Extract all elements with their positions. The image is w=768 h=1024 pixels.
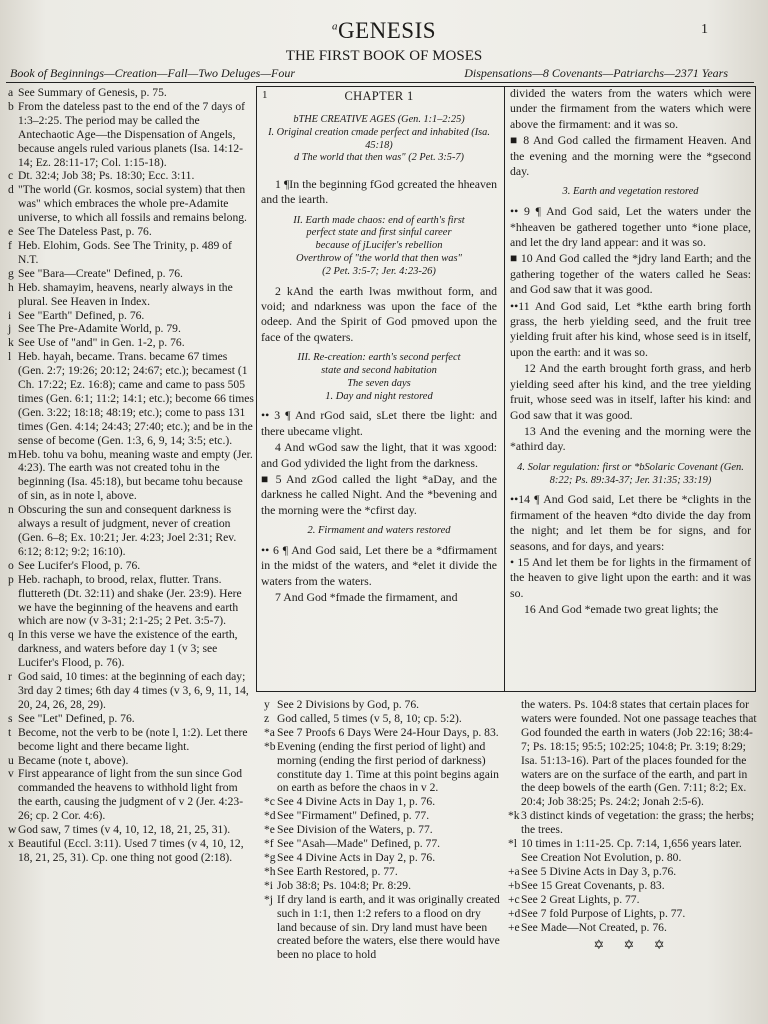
- footnote-letter: l: [8, 350, 12, 364]
- footnote-letter: w: [8, 823, 17, 837]
- footnote-letter: +e: [508, 920, 520, 934]
- footnote-letter: t: [8, 725, 12, 739]
- verse-5: ■ 5 And zGod called the light *aDay, and the darkness he called Night. And the *bevening and the morning were the *cfirst day.: [261, 472, 497, 517]
- footnote-text: See 4 Divine Acts in Day 1, p. 76.: [277, 795, 436, 809]
- note-continuation: the waters. Ps. 104:8 states that certain places for waters were founded. Not one passage teaches that God founded the earth in waters (Job 22:16; 38:4-7; Ps. 18:15; 95:5; 102:25; 104:8; Pr. 3:19; 8:29; Isa. 51:13-16). Part of the places founded for the waters are on the surface of the earth, and part in the deep bowels of the earth (Gen. 7:11; 8:2; Ex. 20:4; Job 38:25; Ps. 24:2; Jonah 2:5-6).: [521, 698, 757, 809]
- footnote-text: Heb. Elohim, Gods. See The Trinity, p. 489 of N.T.: [18, 238, 232, 266]
- footnote: [6, 559, 254, 573]
- footnote-letter: r: [8, 670, 12, 684]
- section-firmament: 2. Firmament and waters restored: [307, 525, 451, 537]
- verse-7b: divided the waters from the waters which were under the firmament from the waters which were above the firmament: and it was so.: [510, 86, 751, 131]
- footnote: [264, 851, 500, 865]
- footnote-text: See 2 Great Lights, p. 77.: [521, 892, 640, 906]
- verse-2: 2 kAnd the earth lwas mwithout form, and void; and ndarkness was upon the face of the odeep. And the Spirit of God pmoved upon the face of the qwaters.: [261, 283, 497, 344]
- chapter-marker: 1: [262, 89, 268, 101]
- footnote: [6, 754, 254, 768]
- footnote: [264, 865, 500, 879]
- footnote: [6, 336, 254, 350]
- footnote-letter: *g: [264, 850, 276, 864]
- verse-6: •• 6 ¶ And God said, Let there be a *dfirmament in the midst of the waters, and *elet it divide the waters from the waters.: [261, 543, 497, 588]
- footnote-letter: e: [8, 225, 14, 239]
- footnote-letter: i: [8, 308, 12, 322]
- verse-4: 4 And wGod saw the light, that it was xgood: and God ydivided the light from the darkness.: [261, 440, 497, 470]
- footnote-text: See Lucifer's Flood, p. 76.: [18, 558, 141, 572]
- footnote-letter: *b: [264, 739, 276, 753]
- verse-1: 1 ¶In the beginning fGod gcreated the hheaven and the iearth.: [261, 176, 497, 207]
- footnote-text: See "Earth" Defined, p. 76.: [18, 308, 145, 322]
- footnote-text: See Summary of Genesis, p. 75.: [18, 86, 167, 99]
- footnote-letter: +a: [508, 864, 520, 878]
- footnote-letter: x: [8, 836, 14, 850]
- footnote-letter: +b: [508, 878, 521, 892]
- footnote-text: Beautiful (Eccl. 3:11). Used 7 times (v 4, 10, 12, 18, 21, 25, 31). Cp. one thing not good (2:18).: [18, 836, 244, 864]
- verse-14: ••14 ¶ And God said, Let there be *clights in the firmament of the heaven *dto divide the day from the night; and let them be for signs, and for seasons, and for days, and years:: [510, 492, 751, 553]
- footnote-letter: *l: [508, 837, 518, 851]
- footnote-text: See 4 Divine Acts in Day 2, p. 76.: [277, 850, 436, 864]
- footnote-letter: b: [8, 99, 14, 113]
- footnote-letter: *k: [508, 809, 520, 823]
- footnote-text: If dry land is earth, and it was originally created such in 1:1, then 1:2 refers to a flood on dry land because of sin. Dry land must have been created before the waters, else there would have been no place to hold: [277, 892, 500, 962]
- footnote-text: Heb. rachaph, to brood, relax, flutter. Trans. fluttereth (Dt. 32:11) and shake (Jer. 23:9). Here we have the beginning of the heavens and earth which are now (v 3-31; 2:1-25; 2 Pet. 3:5-7).: [18, 572, 242, 628]
- footnote-text: 3 distinct kinds of vegetation: the grass; the herbs; the trees.: [521, 809, 755, 837]
- footnote: [6, 239, 254, 267]
- footnote-letter: g: [8, 266, 14, 280]
- footnote-text: Heb. tohu va bohu, meaning waste and empty (Jer. 4:23). The earth was not created tohu in the beginning (Isa. 45:18), but became tohu because of sin, as in note l, above.: [18, 447, 253, 503]
- footnote-text: See Division of the Waters, p. 77.: [277, 823, 433, 837]
- section-earth-chaos: II. Earth made chaos: end of earth's first perfect state and first sinful career because of jLucifer's rebellion Overthrow of "the world that then was" (2 Pet. 3:5-7; Jer. 4:23-26): [293, 214, 465, 277]
- footnote-text: See "Firmament" Defined, p. 77.: [277, 809, 430, 823]
- running-header-left: Book of Beginnings—Creation—Fall—Two Deluges—Four: [10, 66, 295, 80]
- footnote: [6, 350, 254, 447]
- footnote-letter: d: [8, 183, 14, 197]
- footnote: [264, 879, 500, 893]
- footnote-letter: *f: [264, 837, 274, 851]
- footnote-letter: f: [8, 238, 12, 252]
- footnote: [508, 837, 758, 865]
- footnote-text: See "Let" Defined, p. 76.: [18, 711, 135, 725]
- section-world-that-was: d The world that then was" (2 Pet. 3:5-7): [294, 152, 464, 164]
- footnote-letter: a: [8, 86, 14, 99]
- footnote-text: 10 times in 1:11-25. Cp. 7:14, 1,656 years later. See Creation Not Evolution, p. 80.: [521, 837, 742, 864]
- book-title: $^a$GENESIS: [331, 18, 437, 43]
- section-earth-vegetation: 3. Earth and vegetation restored: [562, 186, 699, 198]
- verse-13: 13 And the evening and the morning were the *athird day.: [510, 423, 751, 454]
- footnote-text: See 7 fold Purpose of Lights, p. 77.: [521, 906, 686, 920]
- footnote: [264, 823, 500, 837]
- footnote-text: God called, 5 times (v 5, 8, 10; cp. 5:2).: [277, 711, 462, 725]
- verse-15: • 15 And let them be for lights in the firmament of the heaven to give light upon the earth: and it was so.: [510, 554, 751, 600]
- footnote-text: See Use of "and" in Gen. 1-2, p. 76.: [18, 336, 185, 350]
- section-solar-regulation: 4. Solar regulation: first or *bSolaric Covenant (Gen. 8:22; Ps. 89:34-37; Jer. 31:35; 33:19): [517, 461, 744, 486]
- footnote-text: God said, 10 times: at the beginning of each day; 3rd day 2 times; 6th day 4 times (v 3, 6, 9, 11, 14, 20, 24, 26, 28, 29).: [18, 670, 249, 711]
- footnote-letter: h: [8, 280, 14, 294]
- chapter-heading: CHAPTER 1: [344, 89, 414, 103]
- verse-8: ■ 8 And God called the firmament Heaven. And the evening and the morning were the *gsecond day.: [510, 133, 751, 179]
- footnote-text: See The Dateless Past, p. 76.: [18, 225, 152, 239]
- footnote-text: Obscuring the sun and consequent darkness is always a result of judgment, never of creation (Gen. 6–8; Ex. 10:21; Jer. 4:23; Joel 2:31; Rev. 6:12; 8:12; 9:2; 16:10).: [18, 503, 237, 558]
- verse-7a: 7 And God *fmade the firmament, and: [275, 590, 458, 605]
- footnote-text: First appearance of light from the sun since God commanded the heavens to withhold light from the earth, causing the judgment of v 2 (Jer. 4:23-26; cp. 2 Cor. 4:6).: [18, 767, 244, 823]
- header-rule: [6, 82, 754, 83]
- footnote-text: Became (note t, above).: [18, 753, 129, 767]
- footer-stars-icon: ✡ ✡ ✡: [593, 937, 673, 953]
- footnote-text: Become, not the verb to be (note l, 1:2). Let there become light and there became light.: [18, 725, 248, 753]
- section-original-creation: I. Original creation cmade perfect and inhabited (Isa. 45:18): [268, 127, 490, 151]
- footnote-text: See The Pre-Adamite World, p. 79.: [18, 322, 181, 336]
- bottom-notes-column-1: [264, 698, 500, 1018]
- footnote-text: See Earth Restored, p. 77.: [277, 864, 398, 878]
- footnote-letter: *c: [264, 795, 275, 809]
- footnote: [6, 169, 254, 183]
- footnote-text: See Made—Not Created, p. 76.: [521, 920, 667, 934]
- footnote: [6, 267, 254, 281]
- footnote-letter: *d: [264, 809, 276, 823]
- footnote: [6, 628, 254, 670]
- footnote-text: See "Bara—Create" Defined, p. 76.: [18, 266, 183, 280]
- footnote: [6, 712, 254, 726]
- footnote-letter: m: [8, 447, 18, 461]
- footnote: [264, 837, 500, 851]
- footnote: [508, 907, 758, 921]
- book-subtitle: THE FIRST BOOK OF MOSES: [285, 48, 483, 64]
- footnote-letter: +d: [508, 906, 521, 920]
- verse-12: 12 And the earth brought forth grass, and herb yielding seed after his kind, and the tree yielding fruit, whose seed was in itself, lafter his kind: and God saw that it was good.: [510, 361, 751, 422]
- footnote: [6, 823, 254, 837]
- footnote-letter: s: [8, 711, 13, 725]
- footnote-text: From the dateless past to the end of the 7 days of 1:3–2:25. The period may be called the Antechaotic Age—the Dispensation of Angels, because angels ruled various planets (Isa. 14:12-14; Ez. 28:11-17; Col. 1:15-18).: [18, 99, 245, 169]
- footnote-text: Job 38:8; Ps. 104:8; Pr. 8:29.: [277, 878, 411, 892]
- footnote-text: "The world (Gr. kosmos, social system) that then was" which embraces the whole pre-Adamite universe, to which all fossils and remains belong.: [18, 183, 247, 225]
- footnote-text: See 5 Divine Acts in Day 3, p.76.: [521, 864, 677, 878]
- scripture-column-2: [504, 86, 756, 692]
- footnote-text: See 15 Great Covenants, p. 83.: [521, 878, 665, 892]
- footnote: [6, 670, 254, 712]
- footnote-letter: q: [8, 628, 14, 642]
- section-re-creation: III. Re-creation: earth's second perfect state and second habitation The seven days 1. Day and night restored: [297, 352, 461, 402]
- footnote-text: Evening (ending the first period of light) and morning (ending the first period of darkness) constitute day 1. Time at this point begins again on earth as before the chaos in v 2.: [277, 739, 499, 795]
- footnote-letter: n: [8, 503, 14, 517]
- footnote: [6, 86, 254, 100]
- verse-9: •• 9 ¶ And God said, Let the waters under the *hheaven be gathered together unto *ione place, and let the dry land appear: and it was so.: [510, 204, 751, 250]
- verse-11: ••11 And God said, Let *kthe earth bring forth grass, the herb yielding seed, and the fruit tree yielding fruit after his kind, whose seed is in itself, upon the earth: and it was so.: [510, 298, 751, 359]
- verse-16: 16 And God *emade two great lights; the: [524, 602, 719, 617]
- footnote-text: Dt. 32:4; Job 38; Ps. 18:30; Ecc. 3:11.: [18, 169, 195, 183]
- verse-3: •• 3 ¶ And rGod said, sLet there tbe light: and there ubecame vlight.: [261, 408, 497, 438]
- footnote-letter: *j: [264, 892, 274, 906]
- footnote: [6, 100, 254, 170]
- footnote-letter: *e: [264, 823, 275, 837]
- footnote-text: Heb. shamayim, heavens, nearly always in the plural. See Heaven in Index.: [18, 280, 233, 308]
- footnote-letter: +c: [508, 892, 520, 906]
- footnote: [6, 503, 254, 559]
- footnote: [508, 809, 758, 837]
- footnote-letter: p: [8, 572, 14, 586]
- footnote: [6, 309, 254, 323]
- footnote: [264, 726, 500, 740]
- section-title-creative-ages: bTHE CREATIVE AGES (Gen. 1:1–2:25): [293, 114, 465, 126]
- bottom-notes-column-2: [508, 698, 758, 1018]
- footnote-letter: *a: [264, 725, 275, 739]
- footnote-letter: k: [8, 336, 14, 350]
- footnote: [6, 837, 254, 865]
- footnote-letter: y: [264, 698, 270, 711]
- footnote: [6, 448, 254, 504]
- footnote: [508, 893, 758, 907]
- footnote: [264, 712, 500, 726]
- verse-10: ■ 10 And God called the *jdry land Earth; and the gathering together of the waters called he Seas: and God saw that it was good.: [510, 251, 751, 297]
- footnote-letter: *h: [264, 864, 276, 878]
- footnote: [508, 921, 758, 935]
- footnote: [264, 740, 500, 796]
- footnote: [6, 726, 254, 754]
- footnote-letter: *i: [264, 878, 274, 892]
- footnote: [264, 809, 500, 823]
- footnote: [6, 322, 254, 336]
- footnote: [6, 767, 254, 823]
- footnote: [264, 698, 500, 712]
- footnote-text: See 7 Proofs 6 Days Were 24-Hour Days, p. 83.: [277, 725, 499, 739]
- scripture-column-1: [256, 86, 502, 692]
- footnote: [6, 225, 254, 239]
- footnote: [6, 281, 254, 309]
- footnote-letter: u: [8, 753, 14, 767]
- footnote-text: See "Asah—Made" Defined, p. 77.: [277, 837, 441, 851]
- page-number: 1: [701, 22, 708, 37]
- footnote: [6, 573, 254, 629]
- footnote: [264, 795, 500, 809]
- footnote-text: God saw, 7 times (v 4, 10, 12, 18, 21, 25, 31).: [18, 823, 231, 837]
- footnote: [264, 893, 500, 963]
- footnote-text: Heb. hayah, became. Trans. became 67 times (Gen. 2:7; 19:26; 20:12; 24:67; etc.); becamest (1 Ch. 17:22; Ez. 16:8); came and came to pass 505 times (Gen. 6:1; 11:2; 14:1; etc.); become 66 times (Gen. 3:22; 18:18; 48:19; etc.); come to pass 131 times (Gen. 4:14; 24:43; 27:40; etc.); and be in the sense of become (Gen. 1:3, 6, 9, 14; 3:5; etc.).: [18, 350, 254, 447]
- footnote-letter: o: [8, 558, 14, 572]
- footnote-letter: c: [8, 169, 14, 183]
- footnote: [6, 183, 254, 225]
- footnote-text: In this verse we have the existence of the earth, darkness, and waters before day 1 (v 3; see Lucifer's Flood, p. 76).: [18, 628, 238, 670]
- footnote: [508, 865, 758, 879]
- footnote: [508, 879, 758, 893]
- footnote-text: See 2 Divisions by God, p. 76.: [277, 698, 420, 711]
- footnote-letter: v: [8, 767, 14, 781]
- footnote-letter: j: [8, 322, 12, 336]
- footnote-letter: z: [264, 711, 270, 725]
- running-header-right: Dispensations—8 Covenants—Patriarchs—2371 Years: [464, 66, 728, 80]
- left-notes-column: [6, 86, 254, 1016]
